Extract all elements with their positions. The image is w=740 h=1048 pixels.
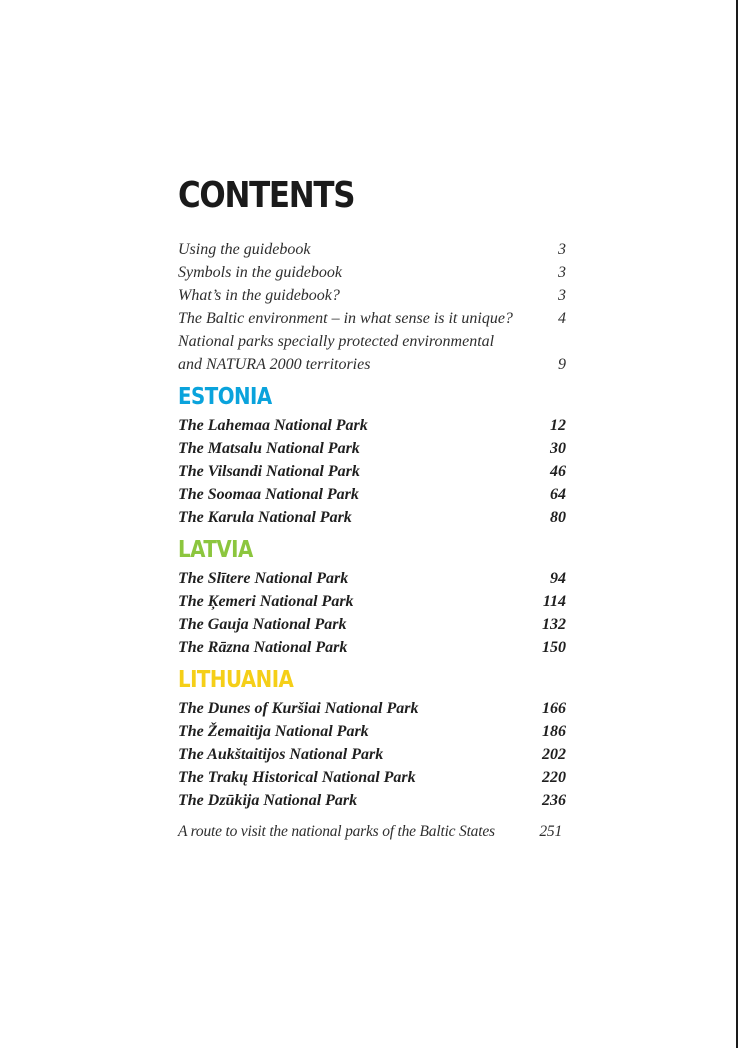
entry-label: The Soomaa National Park	[178, 486, 359, 503]
toc-entry-baltic-environment[interactable]	[178, 307, 566, 330]
toc-entry-matsalu[interactable]	[178, 437, 566, 460]
toc-entry-dzukija[interactable]	[178, 789, 566, 812]
toc-entry-aukstaitijos[interactable]	[178, 743, 566, 766]
entry-page-number: 46	[550, 463, 566, 480]
entry-page-number: 150	[542, 639, 566, 656]
entry-page-number: 3	[558, 241, 566, 258]
entry-label-line-2: and NATURA 2000 territories	[178, 356, 371, 373]
entry-label: The Rāzna National Park	[178, 639, 348, 656]
section-entries-estonia	[178, 414, 566, 529]
entry-label: The Žemaitija National Park	[178, 723, 369, 740]
entry-label: The Gauja National Park	[178, 616, 347, 633]
entry-label: The Vilsandi National Park	[178, 463, 360, 480]
entry-label	[178, 330, 494, 376]
entry-label: The Lahemaa National Park	[178, 417, 368, 434]
table-of-contents	[178, 172, 566, 843]
toc-entry-kemeri[interactable]	[178, 590, 566, 613]
toc-entry-national-parks-natura[interactable]	[178, 330, 566, 376]
entry-label: The Slītere National Park	[178, 570, 349, 587]
entry-page-number: 80	[550, 509, 566, 526]
toc-entry-vilsandi[interactable]	[178, 460, 566, 483]
entry-label: What’s in the guidebook?	[178, 287, 340, 304]
entry-page-number: 132	[542, 616, 566, 633]
section-heading-lithuania: LITHUANIA	[178, 667, 294, 693]
entry-label: The Dunes of Kuršiai National Park	[178, 700, 419, 717]
intro-entries	[178, 238, 566, 376]
entry-label: The Karula National Park	[178, 509, 352, 526]
entry-page-number: 12	[550, 417, 566, 434]
page-edge-border	[736, 0, 738, 1048]
entry-label: The Trakų Historical National Park	[178, 769, 416, 786]
toc-entry-soomaa[interactable]	[178, 483, 566, 506]
entry-page-number: 3	[558, 287, 566, 304]
toc-entry-zemaitija[interactable]	[178, 720, 566, 743]
toc-entry-gauja[interactable]	[178, 613, 566, 636]
entry-label: The Aukštaitijos National Park	[178, 746, 384, 763]
section-heading-estonia: ESTONIA	[178, 384, 272, 410]
entry-page-number: 9	[558, 356, 566, 373]
toc-entry-razna[interactable]	[178, 636, 566, 659]
page-title: CONTENTS	[178, 175, 355, 216]
toc-entry-slitere[interactable]	[178, 567, 566, 590]
entry-page-number: 114	[542, 593, 566, 610]
entry-page-number: 4	[558, 310, 566, 327]
entry-page-number: 30	[550, 440, 566, 457]
entry-label: The Dzūkija National Park	[178, 792, 358, 809]
entry-page-number: 166	[542, 700, 566, 717]
section-heading-latvia: LATVIA	[178, 537, 253, 563]
entry-label: Symbols in the guidebook	[178, 264, 342, 281]
toc-entry-using-guidebook[interactable]	[178, 238, 566, 261]
toc-entry-kursiai[interactable]	[178, 697, 566, 720]
toc-entry-lahemaa[interactable]	[178, 414, 566, 437]
entry-label: The Matsalu National Park	[178, 440, 360, 457]
entry-label: Using the guidebook	[178, 241, 311, 258]
entry-page-number: 251	[539, 823, 562, 840]
toc-entry-symbols[interactable]	[178, 261, 566, 284]
toc-entry-route[interactable]	[178, 820, 566, 843]
entry-label-line-1: National parks specially protected environmental	[178, 333, 495, 350]
entry-page-number: 186	[542, 723, 566, 740]
entry-label: A route to visit the national parks of the Baltic States	[178, 823, 495, 840]
entry-page-number: 220	[542, 769, 566, 786]
section-entries-lithuania	[178, 697, 566, 812]
toc-entry-traku[interactable]	[178, 766, 566, 789]
toc-entry-karula[interactable]	[178, 506, 566, 529]
toc-entry-whats-in[interactable]	[178, 284, 566, 307]
entry-page-number: 236	[542, 792, 566, 809]
entry-label: The Baltic environment – in what sense is it unique?	[178, 310, 513, 327]
entry-page-number: 3	[558, 264, 566, 281]
section-entries-latvia	[178, 567, 566, 659]
entry-label: The Ķemeri National Park	[178, 593, 354, 610]
entry-page-number: 202	[542, 746, 566, 763]
entry-page-number: 94	[550, 570, 566, 587]
entry-page-number: 64	[550, 486, 566, 503]
